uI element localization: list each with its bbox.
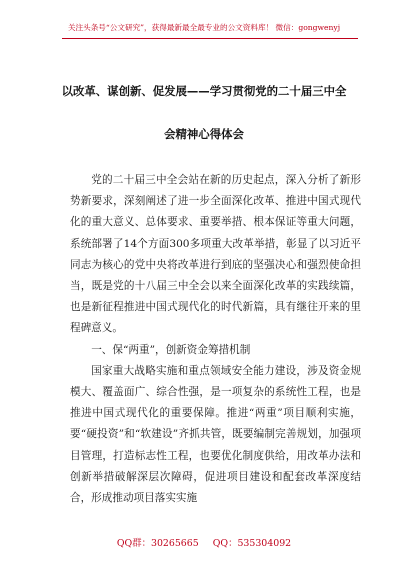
document-body bbox=[70, 170, 361, 509]
document-title-line-2: 会精神心得体会 bbox=[164, 127, 244, 141]
footer-qq-number: QQ：535304092 bbox=[212, 538, 292, 549]
header-rule bbox=[62, 38, 358, 39]
document-title-line-1: 以改革、谋创新、促发展——学习贯彻党的二十届三中全 bbox=[61, 84, 347, 98]
header-note: 关注头条号“公文研究”，获得最新最全最专业的公文资料库！ 微信：gongwenyj bbox=[67, 23, 341, 32]
body-paragraph-intro: 党的二十届三中全会站在新的历史起点，深入分析了新形势新要求，深刻阐述了进一步全面深化改革、推进中国式现代化的重大意义、总体要求、重要举措、根本保证等重大问题，系统部署了14个方面300多项重大改革举措，彰显了以习近平同志为核心的党中央将改革进行到底的坚强决心和强烈使命担当，既是党的十八届三中全会以来全面深化改革的实践续篇，也是新征程推进中国式现代化的时代新篇，具有继往开来的里程碑意义。 bbox=[70, 174, 361, 335]
footer-qq-group: QQ群：30265665 bbox=[116, 538, 199, 549]
section-heading: 一、保“两重”，创新资金筹措机制 bbox=[91, 343, 251, 356]
body-paragraph-section-one: 国家重大战略实施和重点领域安全能力建设，涉及资金规模大、覆盖面广、综合性强，是一项复杂的系统性工程，也是推进中国式现代化的重要保障。推进“两重”项目顺利实施，要“硬投资”和“软建设”齐抓共管，既要编制完善规划，加强项目管理，打造标志性工程，也要优化制度供给，用改革办法和创新举措破解深层次障碍，促进项目建设和配套改革深度结合，形成推动项目落实实施 bbox=[70, 364, 361, 505]
footer bbox=[0, 535, 408, 549]
